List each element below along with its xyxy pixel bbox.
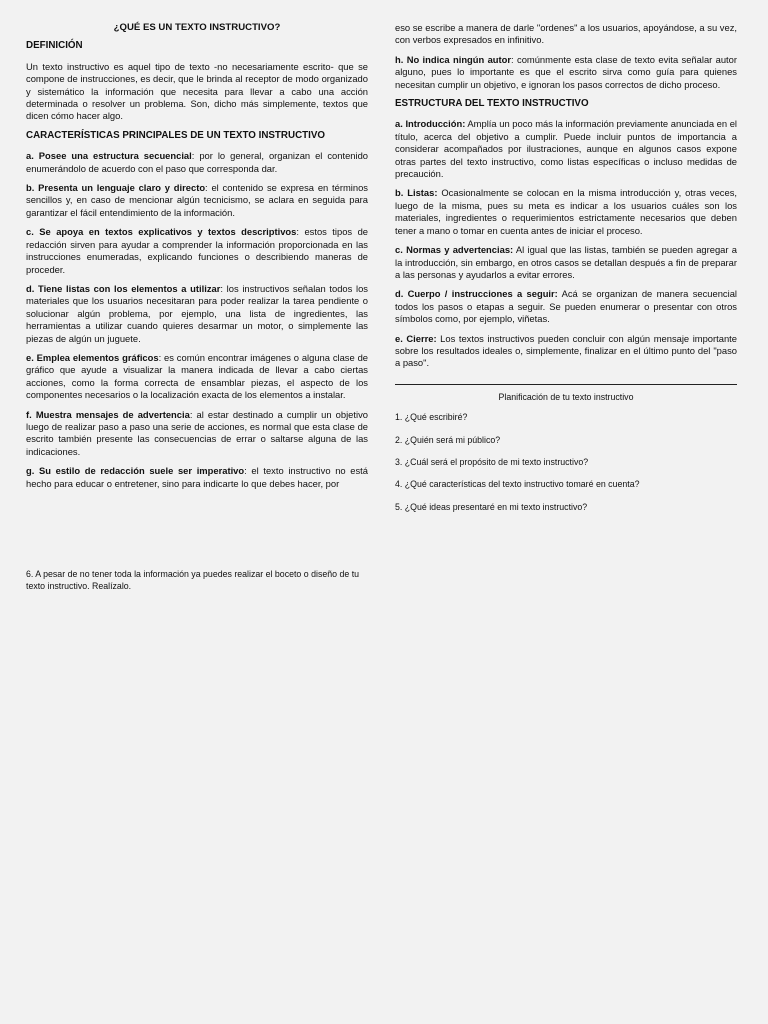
definition-heading: DEFINICIÓN [26, 40, 83, 52]
structure-item: d. Cuerpo / instrucciones a seguir: Acá se organizan de manera secuencial todos los pasos o etapas a seguir. Se pueden enumerar o presentar con otros símbolos como, por ejemplo, viñetas. [395, 288, 737, 325]
planning-question: 5. ¿Qué ideas presentaré en mi texto instructivo? [395, 501, 588, 512]
characteristic-item: d. Tiene listas con los elementos a utilizar: los instructivos señalan todos los materiales que los usuarios necesitaran para poder realizar la tarea pendiente o solucionar algún problema, por ejemplo, una lista de ingredientes, las herramientas a utilizar cuando quieres desarmar un motor, o simplemente las piezas de algún un juguete. [26, 282, 368, 344]
planning-questions [395, 411, 737, 513]
structure-item: b. Listas: Ocasionalmente se colocan en la misma introducción y, otras veces, luego de la misma, pues su meta es indicar a los usuarios cuáles son los materiales, ingredientes o requerimientos estrictamente necesarios que deben tener a mano o tomar en cuenta antes de iniciar el proceso. [395, 187, 737, 236]
characteristic-item: f. Muestra mensajes de advertencia: al estar destinado a cumplir un objetivo luego de realizar paso a paso una serie de acciones, es normal que esta clase de escrito también presente las consecuencias de errar o saltarse alguna de las indicaciones. [26, 408, 368, 457]
characteristic-item: g. Su estilo de redacción suele ser imperativo: el texto instructivo no está hecho para educar o entretener, sino para indicarte lo que debes hacer, por [26, 465, 369, 489]
planning-question: 1. ¿Qué escribiré? [395, 412, 468, 423]
planning-question: 2. ¿Quién será mi público? [395, 434, 501, 445]
planning-title: Planificación de tu texto instructivo [498, 391, 634, 402]
characteristic-item: e. Emplea elementos gráficos: es común encontrar imágenes o alguna clase de gráfico que ayude a visualizar la manera indicada de llevar a cabo ciertas acciones, como la forma correcta de ensamblar piezas, el aspecto de los componentes necesarios o la localización exacta de los elementos a instalar. [26, 351, 368, 401]
structure-item: e. Cierre: Los textos instructivos pueden concluir con algún mensaje importante sobre los resultados ideales o, simplemente, finalizar en el último punto del "paso a paso". [395, 332, 737, 369]
structure-item: c. Normas y advertencias: Al igual que las listas, también se pueden agregar a la introducción, sin embargo, en otros casos se detallan después a fin de preparar a las personas y ayudarlos a evitar errores. [395, 244, 737, 280]
activity-footnote: 6. A pesar de no tener toda la información ya puedes realizar el boceto o diseño de tu texto instructivo. Realízalo. [26, 569, 360, 591]
characteristic-item: b. Presenta un lenguaje claro y directo: el contenido se expresa en términos sencillos y, en caso de mencionar algún tecnicismo, se aclara en seguida para garantizar el fácil entendimiento de la información. [26, 182, 368, 218]
characteristics-heading: CARACTERÍSTICAS PRINCIPALES DE UN TEXTO INSTRUCTIVO [26, 129, 326, 141]
characteristic-item: c. Se apoya en textos explicativos y textos descriptivos: estos tipos de redacción sirven para ayudar a comprender la información proporcionada en las instrucciones enumeradas, explicando funciones o describiendo maneras de proceder. [26, 226, 369, 275]
characteristic-item: a. Posee una estructura secuencial: por lo general, organizan el contenido enumerándolo de acuerdo con el paso que corresponda dar. [26, 150, 369, 174]
structure-heading: ESTRUCTURA DEL TEXTO INSTRUCTIVO [395, 98, 589, 110]
continuation-paragraph: eso se escribe a manera de darle "ordenes" a los usuarios, apoyándose, a su vez, con verbos expresados en infinitivo. [395, 22, 737, 46]
right-column [395, 22, 737, 523]
left-column [26, 22, 368, 497]
characteristic-item: h. No indica ningún autor: comúnmente esta clase de texto evita señalar autor alguno, pues lo importante es que el escrito sirva como guía para quienes necesitan cumplir un objetivo, e ignoran los pasos correctos de dicho proceso. [395, 53, 738, 90]
structure-item: a. Introducción: Amplía un poco más la información previamente anunciada en el título, acerca del objetivo a cumplir. Puede incluir puntos de importancia a considerar acompañados por ilustraciones, aunque en algunos casos expone otras partes del texto instructivo, como listas específicas o incluso medidas de precaución. [395, 118, 737, 180]
section-divider [395, 384, 737, 385]
page-title: ¿QUÉ ES UN TEXTO INSTRUCTIVO? [113, 22, 281, 33]
definition-paragraph: Un texto instructivo es aquel tipo de texto -no necesariamente escrito- que se compone de instrucciones, es decir, que le brinda al receptor de modo organizado y sistemático la información que necesita para llevar a cabo una acción determinada o resolver un problema. Son, dicho más simplemente, textos que dicen cómo hacer algo. [26, 60, 368, 122]
planning-question: 4. ¿Qué características del texto instructivo tomaré en cuenta? [395, 479, 640, 490]
planning-question: 3. ¿Cuál será el propósito de mi texto instructivo? [395, 456, 589, 467]
